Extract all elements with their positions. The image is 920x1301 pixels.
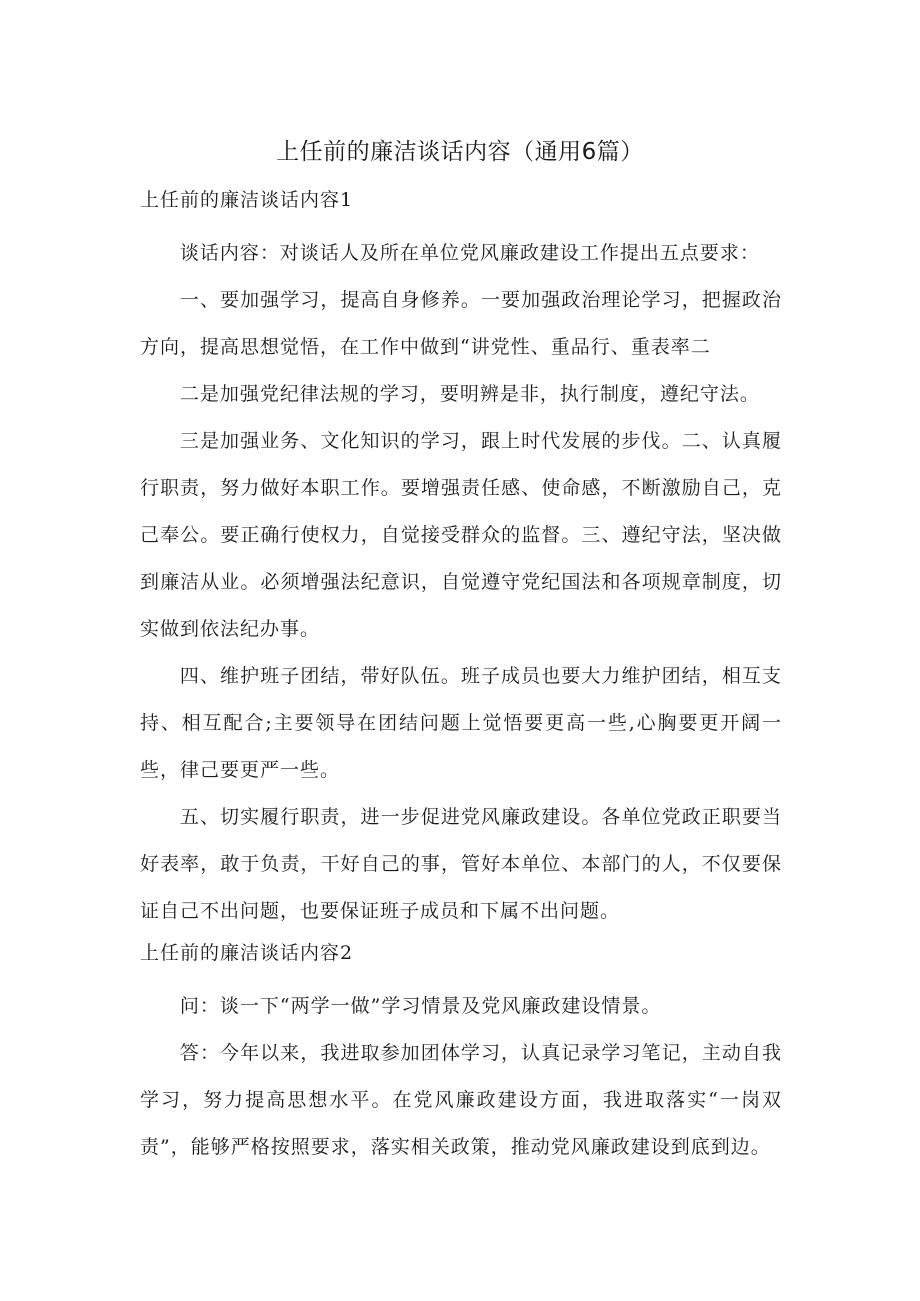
paragraph: 四、维护班子团结，带好队伍。班子成员也要大力维护团结，相互支持、相互配合;主要领导在团结问题上觉悟要更高一些,心胸要更开阔一些，律己要更严一些。 <box>140 665 782 781</box>
document-title: 上任前的廉洁谈话内容（通用6篇） <box>276 139 644 165</box>
paragraph: 答：今年以来，我进取参加团体学习，认真记录学习笔记，主动自我学习，努力提高思想水平。在党风廉政建设方面，我进取落实“一岗双责”，能够严格按照要求，落实相关政策，推动党风廉政建设到底到边。 <box>140 1042 782 1158</box>
section-heading-2: 上任前的廉洁谈话内容2 <box>140 942 354 964</box>
paragraph: 一、要加强学习，提高自身修养。一要加强政治理论学习，把握政治方向，提高思想觉悟，在工作中做到“讲党性、重品行、重表率二 <box>140 289 782 358</box>
paragraph: 谈话内容：对谈话人及所在单位党风廉政建设工作提出五点要求： <box>179 242 760 264</box>
paragraph: 二是加强党纪律法规的学习，要明辨是非，执行制度，遵纪守法。 <box>179 383 760 405</box>
paragraph: 五、切实履行职责，进一步促进党风廉政建设。各单位党政正职要当好表率，敢于负责，干好自己的事，管好本单位、本部门的人，不仅要保证自己不出问题，也要保证班子成员和下属不出问题。 <box>140 806 782 922</box>
document-body <box>140 184 782 1171</box>
paragraph: 问：谈一下“两学一做”学习情景及党风廉政建设情景。 <box>179 995 662 1017</box>
section-heading-1: 上任前的廉洁谈话内容1 <box>140 189 354 211</box>
paragraph: 三是加强业务、文化知识的学习，跟上时代发展的步伐。二、认真履行职责，努力做好本职工作。要增强责任感、使命感，不断激励自己，克己奉公。要正确行使权力，自觉接受群众的监督。三、遵纪守法，坚决做到廉洁从业。必须增强法纪意识，自觉遵守党纪国法和各项规章制度，切实做到依法纪办事。 <box>140 430 782 640</box>
